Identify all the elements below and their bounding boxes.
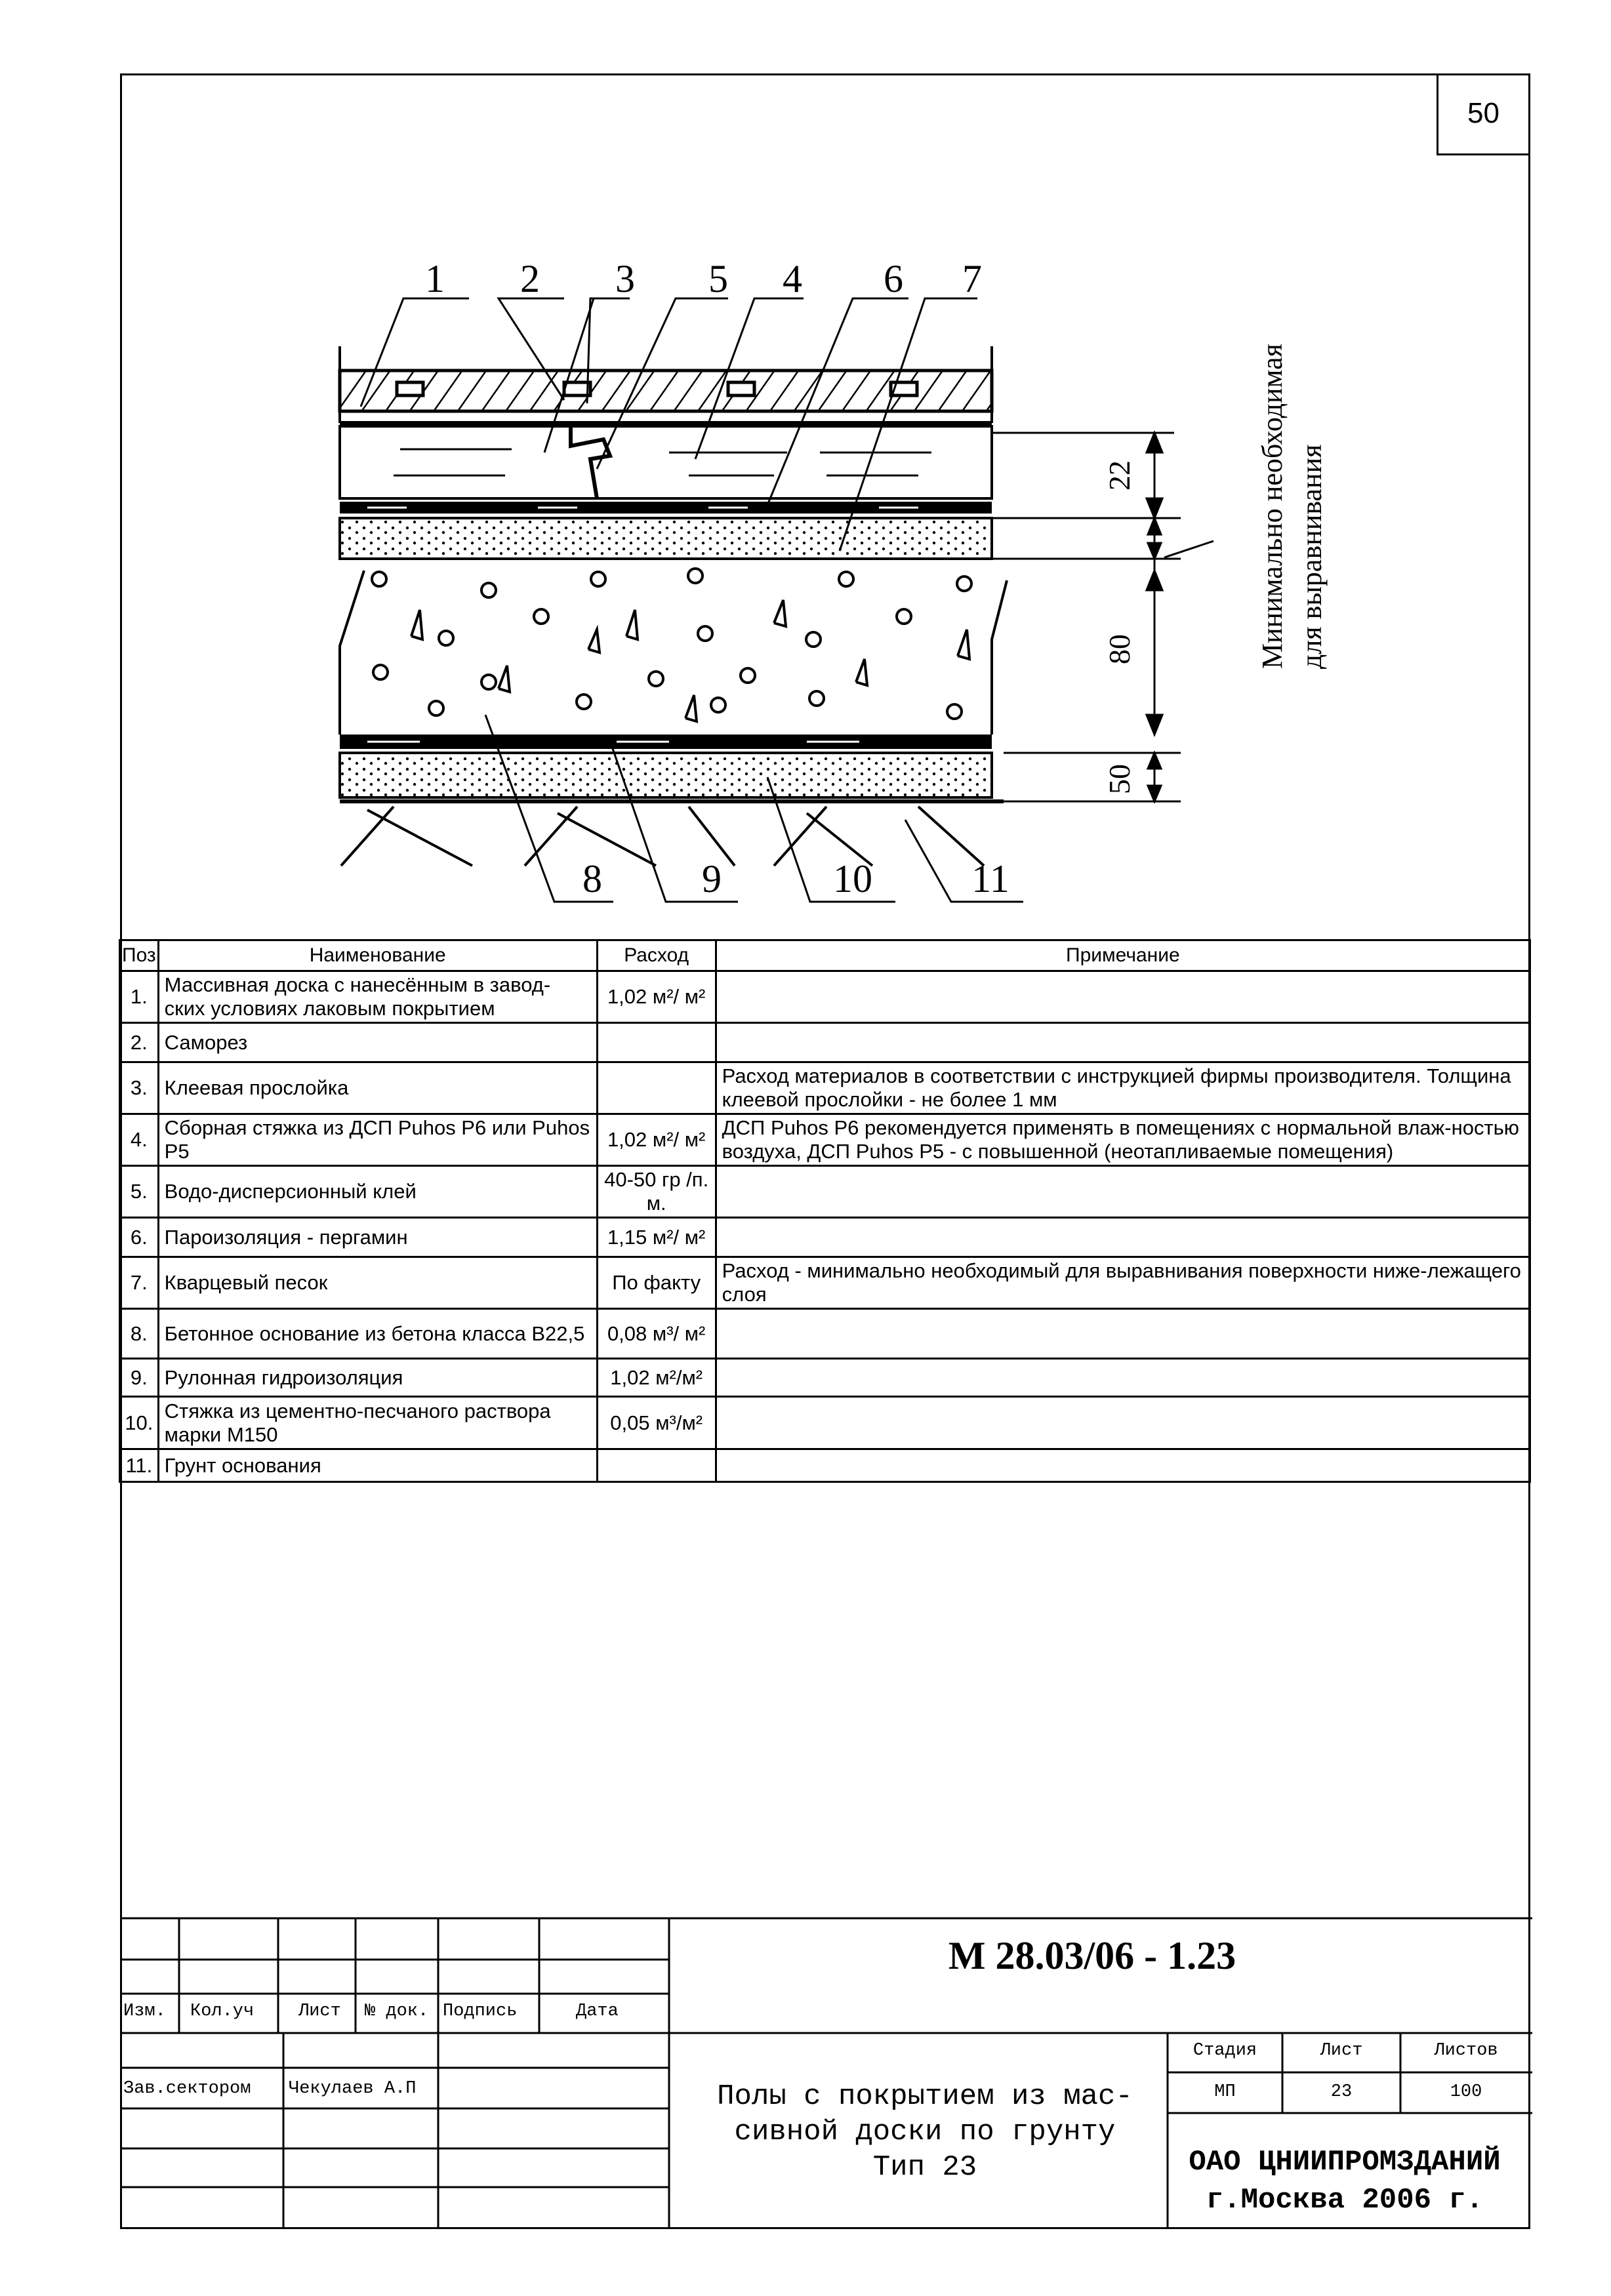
callout-11: 11 (971, 857, 1009, 900)
header-note: Примечание (716, 940, 1530, 971)
table-row: 10. Стяжка из цементно-песчаного раствора марки М150 0,05 м³/м² (120, 1397, 1530, 1449)
sheet-value: 23 (1330, 2082, 1353, 2102)
table-header (120, 940, 1530, 971)
table-row: 1. Массивная доска с нанесённым в завод-ских условиях лаковым покрытием 1,02 м²/ м² (120, 971, 1530, 1023)
label-signature: Подпись (443, 2002, 518, 2021)
floor-section-drawing (0, 0, 1611, 944)
callout-9: 9 (702, 857, 722, 900)
dim-50: 50 (1103, 764, 1136, 794)
layer-chipboard (340, 426, 992, 498)
person-name: Чекулаев А.П (289, 2079, 417, 2099)
callout-10: 10 (833, 857, 872, 900)
table-row: 11. Грунт основания (120, 1449, 1530, 1482)
organization: ОАО ЦНИИПРОМЗДАНИЙ г.Москва 2006 г. (1189, 2146, 1501, 2217)
sheets-value: 100 (1450, 2082, 1482, 2102)
callout-6: 6 (884, 257, 903, 300)
table-row: 8. Бетонное основание из бетона класса В22,5 0,08 м³/ м² (120, 1309, 1530, 1359)
callout-2: 2 (520, 257, 540, 300)
drawing-description: Полы с покрытием из мас- сивной доски по грунту Тип 23 (717, 2080, 1133, 2184)
callout-8: 8 (582, 857, 602, 900)
dim-22: 22 (1103, 460, 1136, 491)
layer-concrete-edge (340, 571, 364, 735)
table-row: 2. Саморез (120, 1023, 1530, 1062)
stage-label: Стадия (1193, 2041, 1257, 2061)
header-qty: Расход (597, 940, 716, 971)
table-row: 7. Кварцевый песок По факту Расход - минимально необходимый для выравнивания поверхности ниже-лежащего слоя (120, 1257, 1530, 1309)
position-title: Зав.сектором (123, 2079, 251, 2099)
table-row: 5. Водо-дисперсионный клей 40-50 гр /п. м. (120, 1166, 1530, 1218)
layer-cement-screed (340, 753, 992, 797)
layer-soil (341, 807, 984, 866)
side-note: Минимально необходимая для выравнивания (1256, 344, 1328, 669)
table-row: 9. Рулонная гидроизоляция 1,02 м²/м² (120, 1359, 1530, 1397)
table-row: 3. Клеевая прослойка Расход материалов в соответствии с инструкцией фирмы производителя. Толщина клеевой прослойки - не более 1 мм (120, 1062, 1530, 1114)
callout-3: 3 (615, 257, 635, 300)
sheet-number: 50 (1437, 73, 1528, 155)
callout-7: 7 (962, 257, 982, 300)
callout-5: 5 (708, 257, 728, 300)
header-name: Наименование (158, 940, 597, 971)
specification-table (119, 939, 1531, 1483)
table-row: 6. Пароизоляция - пергамин 1,15 м²/ м² (120, 1218, 1530, 1257)
table-row: 4. Сборная стяжка из ДСП Puhos P6 или Puhos P5 1,02 м²/ м² ДСП Puhos P6 рекомендуется применять в помещениях с нормальной влаж-ностью воздуха, ДСП Puhos P5 - с повышенной (неотапливаемые помещения) (120, 1114, 1530, 1166)
layer-quartz-sand (340, 518, 992, 559)
stage-value: МП (1214, 2082, 1236, 2102)
document-code: М 28.03/06 - 1.23 (948, 1934, 1236, 1977)
header-pos: Поз (120, 940, 159, 971)
label-date: Дата (576, 2002, 619, 2021)
label-izm: Изм. (123, 2002, 166, 2021)
concrete-aggregate (372, 569, 971, 721)
sheet-label: Лист (1320, 2041, 1363, 2061)
callout-1: 1 (425, 257, 445, 300)
sheets-label: Листов (1434, 2041, 1498, 2061)
callout-4: 4 (783, 257, 802, 300)
dim-80: 80 (1103, 634, 1136, 664)
label-kol-uch: Кол.уч (190, 2002, 255, 2021)
label-doc-number: № док. (365, 2002, 429, 2021)
label-list: Лист (298, 2002, 341, 2021)
